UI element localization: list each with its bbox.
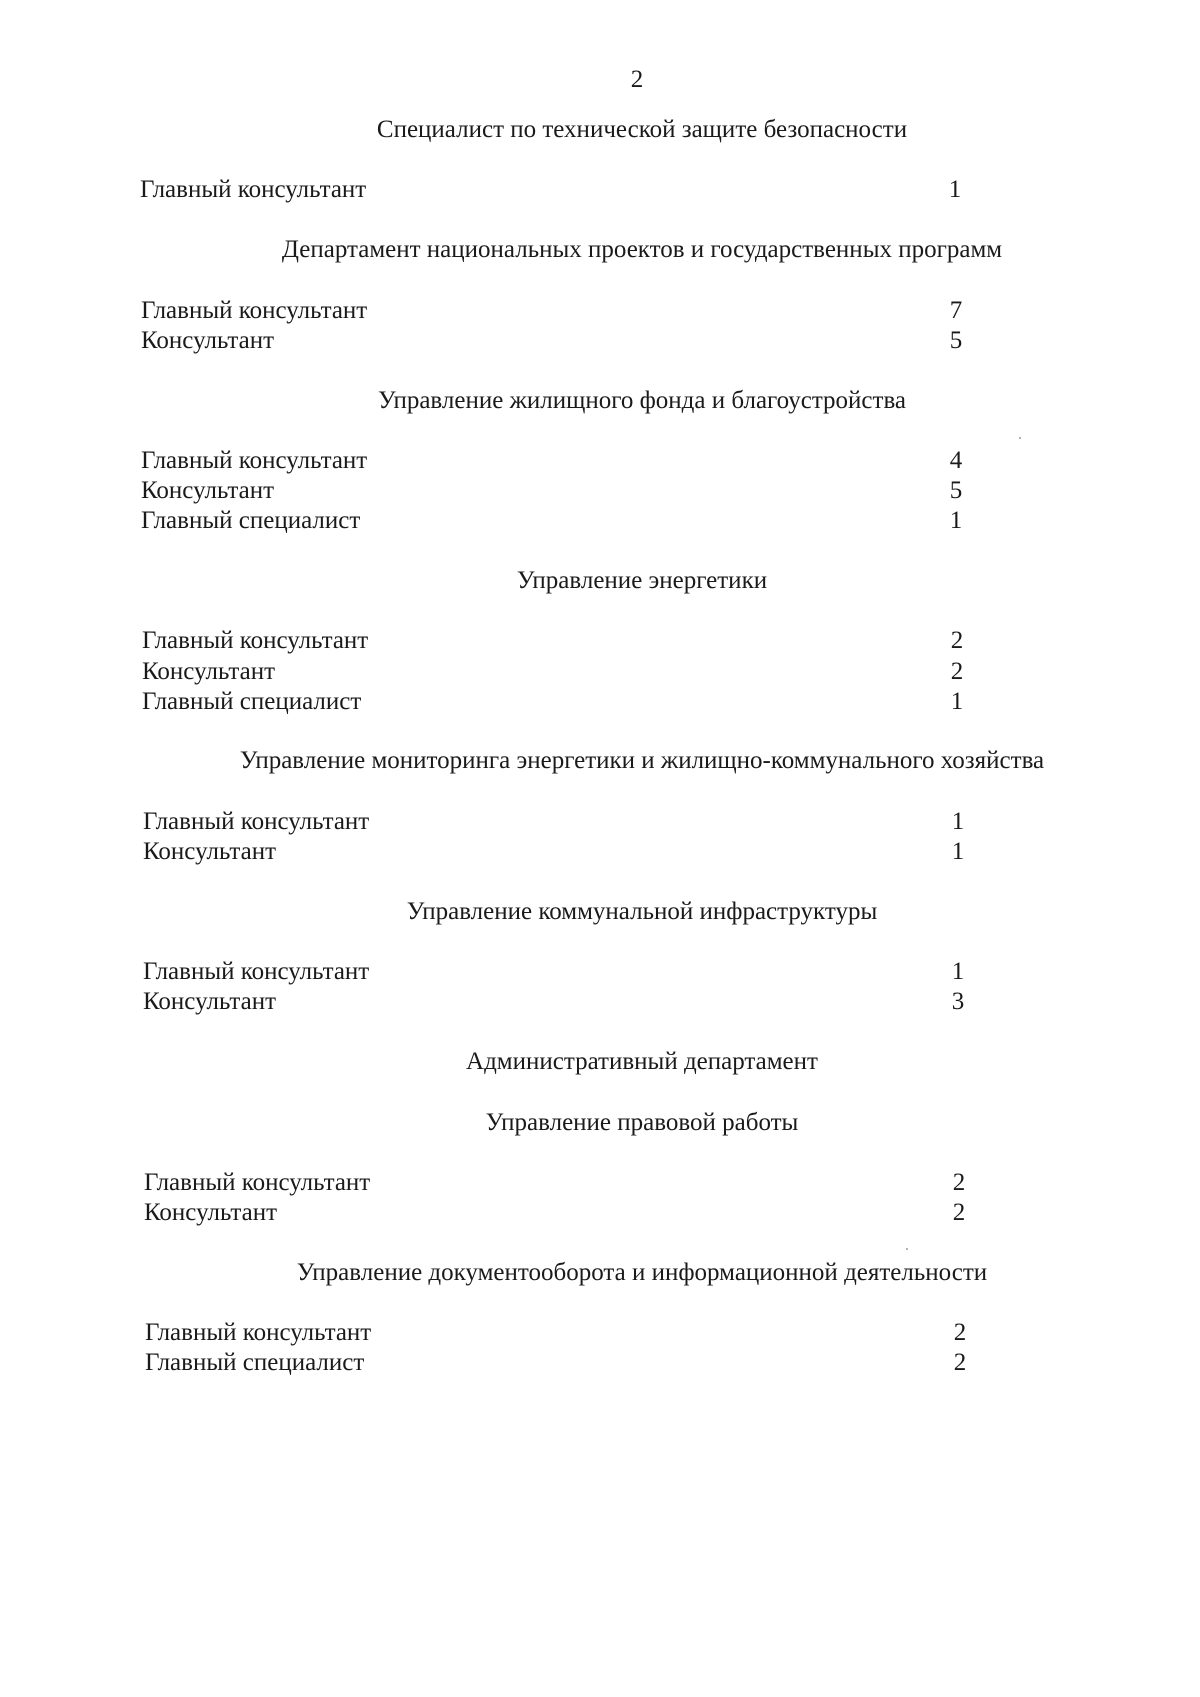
staff-row — [140, 174, 970, 206]
position-count: 2 — [950, 658, 964, 685]
section-heading: Административный департамент — [466, 1048, 818, 1075]
position-label: Главный консультант — [143, 958, 370, 985]
staff-row — [144, 1167, 974, 1199]
position-label: Главный специалист — [141, 507, 361, 534]
staff-row — [143, 956, 973, 988]
position-count: 1 — [951, 958, 965, 985]
scan-speck — [906, 1248, 908, 1250]
position-count: 7 — [949, 297, 963, 324]
position-count: 5 — [949, 477, 963, 504]
section-heading: Управление жилищного фонда и благоустройства — [377, 387, 907, 414]
position-label: Главный консультант — [142, 627, 369, 654]
position-label: Главный консультант — [145, 1319, 372, 1346]
position-label: Главный консультант — [141, 447, 368, 474]
staff-row — [142, 656, 972, 688]
position-count: 2 — [950, 627, 964, 654]
position-count: 1 — [949, 507, 963, 534]
position-label: Главный консультант — [141, 297, 368, 324]
staff-row — [145, 1317, 975, 1349]
position-label: Консультант — [143, 838, 277, 865]
section-heading: Департамент национальных проектов и государственных программ — [281, 236, 1003, 263]
staff-row — [143, 836, 973, 868]
staff-row — [142, 686, 972, 718]
position-count: 1 — [948, 176, 962, 203]
staff-row — [145, 1347, 975, 1379]
section-heading: Специалист по технической защите безопасности — [376, 116, 908, 143]
staff-row — [141, 325, 971, 357]
position-count: 2 — [952, 1199, 966, 1226]
position-count: 2 — [953, 1319, 967, 1346]
position-label: Консультант — [141, 327, 275, 354]
position-label: Консультант — [144, 1199, 278, 1226]
position-count: 3 — [951, 988, 965, 1015]
position-label: Главный консультант — [143, 808, 370, 835]
position-count: 1 — [950, 688, 964, 715]
position-count: 4 — [949, 447, 963, 474]
position-label: Главный специалист — [145, 1349, 365, 1376]
section-heading: Управление мониторинга энергетики и жилищно-коммунального хозяйства — [239, 747, 1045, 774]
staff-row — [142, 625, 972, 657]
section-heading: Управление коммунальной инфраструктуры — [406, 898, 878, 925]
staff-row — [141, 505, 971, 537]
staff-row — [141, 475, 971, 507]
staff-row — [141, 295, 971, 327]
staff-row — [143, 806, 973, 838]
staff-row — [143, 986, 973, 1018]
position-label: Консультант — [143, 988, 277, 1015]
position-count: 2 — [952, 1169, 966, 1196]
position-count: 1 — [951, 838, 965, 865]
position-count: 2 — [953, 1349, 967, 1376]
staff-row — [144, 1197, 974, 1229]
position-label: Консультант — [142, 658, 276, 685]
page-number: 2 — [630, 66, 644, 93]
position-label: Главный специалист — [142, 688, 362, 715]
position-label: Консультант — [141, 477, 275, 504]
position-count: 1 — [951, 808, 965, 835]
section-heading: Управление документооборота и информационной деятельности — [296, 1259, 988, 1286]
staff-row — [141, 445, 971, 477]
position-label: Главный консультант — [140, 176, 367, 203]
section-heading: Управление правовой работы — [485, 1109, 799, 1136]
section-heading: Управление энергетики — [516, 567, 768, 594]
position-label: Главный консультант — [144, 1169, 371, 1196]
scan-speck — [1019, 437, 1021, 439]
position-count: 5 — [949, 327, 963, 354]
